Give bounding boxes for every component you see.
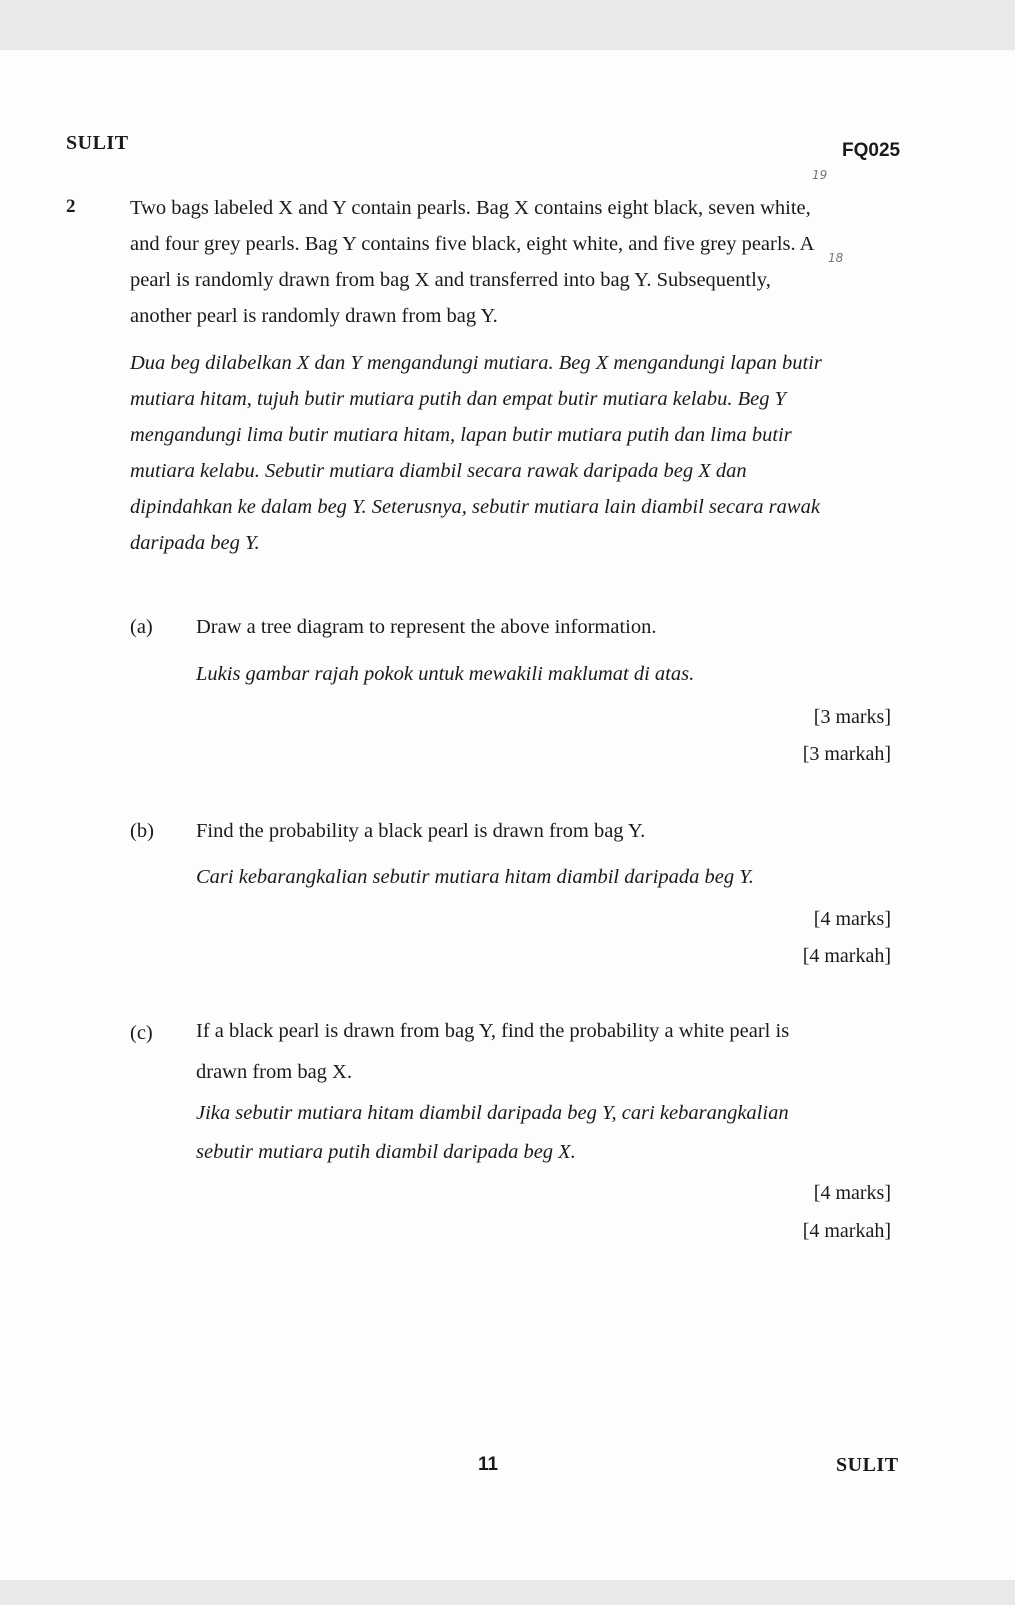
page-number: 11 <box>478 1454 499 1475</box>
stem-line: another pearl is randomly drawn from bag Y. <box>130 305 498 327</box>
part-c-marks-malay: [4 markah] <box>802 1220 891 1242</box>
stem-line: mutiara hitam, tujuh butir mutiara putih dan empat butir mutiara kelabu. Beg Y <box>130 388 786 410</box>
part-b-label: (b) <box>130 820 154 842</box>
question-stem-malay <box>130 345 890 561</box>
part-c-english-line-2: drawn from bag X. <box>196 1061 352 1083</box>
part-a-marks-english: [3 marks] <box>813 706 891 728</box>
stem-line: daripada beg Y. <box>130 532 260 554</box>
part-a-label: (a) <box>130 616 153 638</box>
stem-line: mutiara kelabu. Sebutir mutiara diambil secara rawak daripada beg X dan <box>130 460 747 482</box>
exam-page <box>0 50 1015 1580</box>
stem-line: mengandungi lima butir mutiara hitam, lapan butir mutiara putih dan lima butir <box>130 424 792 446</box>
stem-line: and four grey pearls. Bag Y contains five black, eight white, and five grey pearls. A <box>130 233 815 255</box>
question-number: 2 <box>66 196 76 217</box>
handwritten-note-1: 19 <box>812 168 828 182</box>
part-a-marks-malay: [3 markah] <box>802 743 891 765</box>
part-c-label: (c) <box>130 1022 153 1044</box>
stem-line: pearl is randomly drawn from bag X and transferred into bag Y. Subsequently, <box>130 269 771 291</box>
part-b-marks-english: [4 marks] <box>813 908 891 930</box>
stem-line: Dua beg dilabelkan X dan Y mengandungi mutiara. Beg X mengandungi lapan butir <box>130 352 822 374</box>
question-stem-english <box>130 190 890 334</box>
stem-line: Two bags labeled X and Y contain pearls. Bag X contains eight black, seven white, <box>130 197 811 219</box>
stem-line: dipindahkan ke dalam beg Y. Seterusnya, sebutir mutiara lain diambil secara rawak <box>130 496 820 518</box>
part-b-english: Find the probability a black pearl is drawn from bag Y. <box>196 820 646 842</box>
footer-sulit: SULIT <box>836 1454 899 1476</box>
part-c-malay-line-1: Jika sebutir mutiara hitam diambil daripada beg Y, cari kebarangkalian <box>196 1102 789 1124</box>
handwritten-note-2: 18 <box>828 251 844 265</box>
part-c-malay-line-2: sebutir mutiara putih diambil daripada beg X. <box>196 1141 576 1163</box>
part-a-english: Draw a tree diagram to represent the above information. <box>196 616 657 638</box>
part-c-marks-english: [4 marks] <box>813 1182 891 1204</box>
part-b-marks-malay: [4 markah] <box>802 945 891 967</box>
part-c-english-line-1: If a black pearl is drawn from bag Y, find the probability a white pearl is <box>196 1020 790 1042</box>
part-b-malay: Cari kebarangkalian sebutir mutiara hitam diambil daripada beg Y. <box>196 866 754 888</box>
header-sulit: SULIT <box>66 132 129 154</box>
header-paper-code: FQ025 <box>842 140 901 161</box>
part-a-malay: Lukis gambar rajah pokok untuk mewakili maklumat di atas. <box>196 663 695 685</box>
